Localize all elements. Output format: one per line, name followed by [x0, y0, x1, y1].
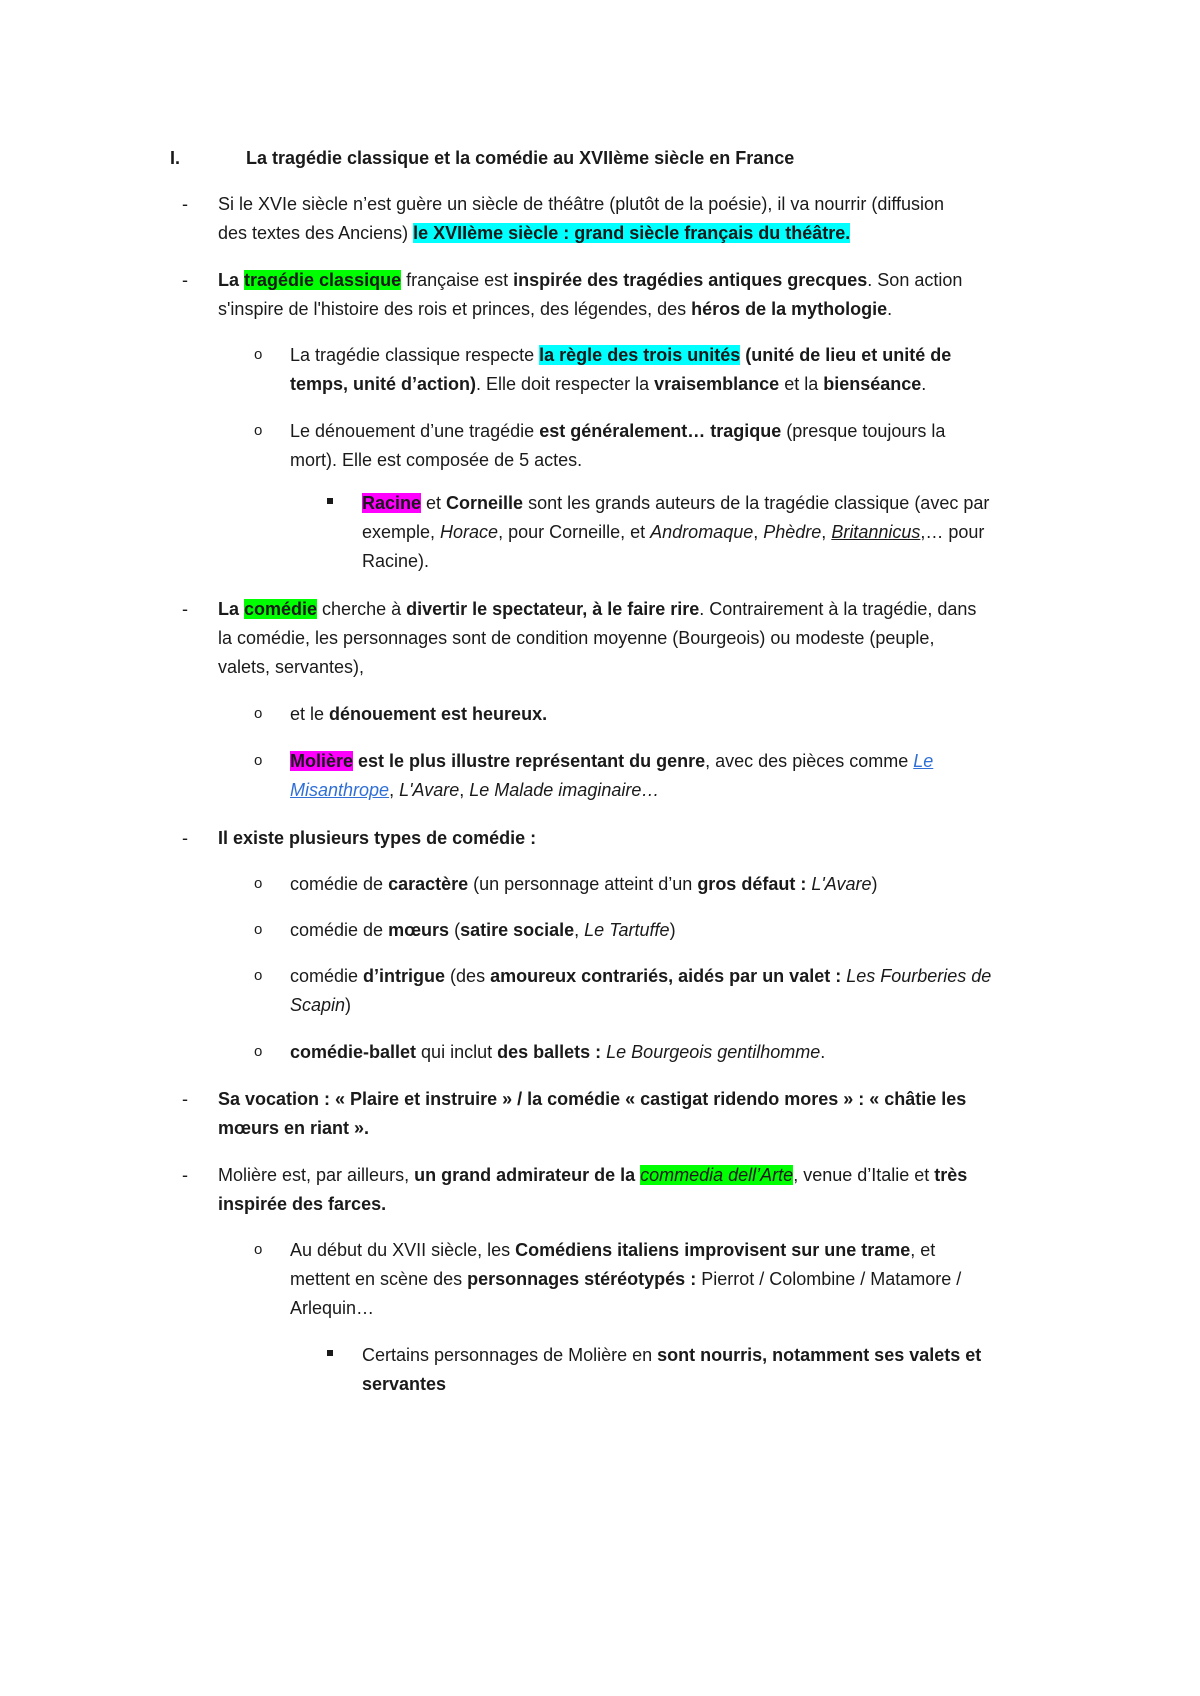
square-bullet	[327, 498, 333, 504]
text-run: amoureux contrariés, aidés par un valet :	[490, 966, 842, 986]
paragraph-line	[362, 491, 989, 515]
text-run: Scapin	[290, 995, 346, 1015]
paragraph-line	[290, 372, 926, 396]
paragraph-line: Il existe plusieurs types de comédie :	[218, 828, 537, 848]
text-run: Le dénouement d’une tragédie	[290, 421, 540, 441]
text-run: mettent en scène des	[290, 1269, 468, 1289]
circle-bullet: o	[254, 1043, 263, 1060]
text-run: Britannicus	[831, 522, 921, 542]
text-run: temps, unité d’action)	[290, 374, 477, 394]
text-run: dénouement est heureux.	[329, 704, 548, 724]
text-run: Phèdre	[763, 522, 822, 542]
misanthrope-link[interactable]: Le	[913, 751, 934, 771]
highlight-green: comédie	[244, 599, 318, 619]
text-run: Le Tartuffe	[584, 920, 670, 940]
circle-bullet: o	[254, 1241, 263, 1258]
text-run: Le Malade imaginaire…	[469, 780, 660, 800]
text-run: Au début du XVII siècle, les	[290, 1240, 516, 1260]
text-run: française est	[401, 270, 514, 290]
paragraph-line: inspirée des farces.	[218, 1194, 387, 1214]
text-run: bienséance	[823, 374, 922, 394]
circle-bullet: o	[254, 346, 263, 363]
circle-bullet: o	[254, 967, 263, 984]
text-run: qui inclut	[416, 1042, 498, 1062]
paragraph-line	[218, 268, 962, 292]
paragraph-line: mœurs en riant ».	[218, 1118, 370, 1138]
text-run: des ballets :	[497, 1042, 602, 1062]
text-run: L'Avare	[811, 874, 872, 894]
text-run: cherche à	[317, 599, 407, 619]
text-run: héros de la mythologie	[691, 299, 888, 319]
text-run: (	[449, 920, 461, 940]
dash-bullet: -	[182, 1165, 188, 1185]
circle-bullet: o	[254, 921, 263, 938]
text-run: , et	[910, 1240, 936, 1260]
text-run: satire sociale	[460, 920, 575, 940]
text-run: inspirée des tragédies antiques grecques	[513, 270, 868, 290]
paragraph-line	[290, 1238, 935, 1262]
misanthrope-link[interactable]: Misanthrope	[290, 780, 390, 800]
text-run: L'Avare	[399, 780, 460, 800]
text-run: Comédiens italiens improvisent sur une trame	[515, 1240, 911, 1260]
highlight-magenta: Molière	[290, 751, 354, 771]
text-run: sont nourris, notamment ses valets et	[657, 1345, 982, 1365]
text-run: des textes des Anciens)	[218, 223, 414, 243]
dash-bullet: -	[182, 270, 188, 290]
square-bullet	[327, 1350, 333, 1356]
text-run: Corneille	[446, 493, 524, 513]
text-run: gros défaut :	[697, 874, 807, 894]
text-run: (unité de lieu et unité de	[740, 345, 952, 365]
text-run: , avec des pièces comme	[705, 751, 914, 771]
text-run: ,	[459, 780, 470, 800]
text-run: s'inspire de l'histoire des rois et princes, des légendes, des	[218, 299, 692, 319]
text-run: Les Fourberies de	[846, 966, 992, 986]
text-run: (presque toujours la	[781, 421, 946, 441]
text-run: . Contrairement à la tragédie, dans	[699, 599, 977, 619]
paragraph-line	[218, 221, 850, 245]
text-run: , venue d’Italie et	[793, 1165, 935, 1185]
paragraph-line	[218, 297, 892, 321]
text-run: comédie de	[290, 920, 389, 940]
dash-bullet: -	[182, 1089, 188, 1109]
text-run: divertir le spectateur, à le faire rire	[406, 599, 700, 619]
text-run: Pierrot / Colombine / Matamore /	[696, 1269, 962, 1289]
text-run: est le plus illustre représentant du genre	[353, 751, 706, 771]
paragraph-line: valets, servantes),	[218, 657, 365, 677]
text-run: La	[218, 599, 245, 619]
highlight-magenta: Racine	[362, 493, 422, 513]
text-run: Le Bourgeois gentilhomme	[606, 1042, 821, 1062]
paragraph-line	[290, 343, 951, 367]
text-run: Molière est, par ailleurs,	[218, 1165, 415, 1185]
highlight-cyan: la règle des trois unités	[539, 345, 741, 365]
paragraph-line	[218, 597, 976, 621]
text-run: ,	[821, 522, 832, 542]
paragraph-line	[290, 1267, 961, 1291]
text-run: est généralement… tragique	[539, 421, 782, 441]
text-run: comédie-ballet	[290, 1042, 417, 1062]
text-run: .	[820, 1042, 826, 1062]
circle-bullet: o	[254, 705, 263, 722]
paragraph-line	[290, 702, 547, 726]
text-run: )	[871, 874, 878, 894]
text-run: mœurs	[388, 920, 450, 940]
text-run: .	[921, 374, 927, 394]
paragraph-line	[290, 749, 933, 773]
paragraph-line: mort). Elle est composée de 5 actes.	[290, 450, 583, 470]
text-run: )	[345, 995, 352, 1015]
paragraph-line	[218, 1163, 967, 1187]
text-run: ,… pour	[920, 522, 985, 542]
text-run: et le	[290, 704, 330, 724]
paragraph-line	[290, 778, 659, 802]
text-run: vraisemblance	[654, 374, 780, 394]
text-run: comédie	[290, 966, 364, 986]
text-run: .	[887, 299, 893, 319]
text-run: et	[421, 493, 447, 513]
paragraph-line	[362, 520, 984, 544]
text-run: Certains personnages de Molière en	[362, 1345, 658, 1365]
paragraph-line	[362, 1343, 981, 1367]
text-run: d’intrigue	[363, 966, 446, 986]
text-run: ,	[574, 920, 585, 940]
paragraph-line	[290, 993, 351, 1017]
highlight-green: tragédie classique	[244, 270, 402, 290]
paragraph-line: servantes	[362, 1374, 447, 1394]
highlight-cyan: le XVIIème siècle : grand siècle français du théâtre.	[413, 223, 851, 243]
dash-bullet: -	[182, 828, 188, 848]
text-run: (des	[445, 966, 491, 986]
paragraph-line: Sa vocation : « Plaire et instruire » / la comédie « castigat ridendo mores » : « châtie les	[218, 1089, 967, 1109]
paragraph-line	[290, 1040, 825, 1064]
text-run: un grand admirateur de la	[414, 1165, 641, 1185]
text-run: (un personnage atteint d’un	[468, 874, 698, 894]
paragraph-line	[290, 918, 676, 942]
paragraph-line: Arlequin…	[290, 1298, 375, 1318]
text-run: comédie de	[290, 874, 389, 894]
text-run: et la	[779, 374, 824, 394]
paragraph-line	[290, 419, 945, 443]
circle-bullet: o	[254, 875, 263, 892]
heading-number: I.	[170, 148, 181, 168]
dash-bullet: -	[182, 194, 188, 214]
text-run: très	[934, 1165, 968, 1185]
paragraph-line	[290, 964, 991, 988]
heading-title: La tragédie classique et la comédie au XVIIème siècle en France	[246, 148, 795, 168]
text-run: . Son action	[867, 270, 963, 290]
text-run: La	[218, 270, 245, 290]
text-run: personnages stéréotypés :	[467, 1269, 697, 1289]
text-run: sont les grands auteurs de la tragédie classique (avec par	[523, 493, 990, 513]
paragraph-line: Si le XVIe siècle n’est guère un siècle de théâtre (plutôt de la poésie), il va nourrir (diffusion	[218, 194, 945, 214]
text-run: ,	[389, 780, 400, 800]
paragraph-line: Racine).	[362, 551, 430, 571]
circle-bullet: o	[254, 752, 263, 769]
circle-bullet: o	[254, 422, 263, 439]
text-run: caractère	[388, 874, 469, 894]
dash-bullet: -	[182, 599, 188, 619]
text-run: Horace	[440, 522, 499, 542]
paragraph-line	[290, 872, 878, 896]
text-run: . Elle doit respecter la	[476, 374, 655, 394]
text-run: ,	[753, 522, 764, 542]
paragraph-line: la comédie, les personnages sont de condition moyenne (Bourgeois) ou modeste (peuple,	[218, 628, 935, 648]
text-run: exemple,	[362, 522, 441, 542]
text-run: Andromaque	[650, 522, 754, 542]
text-run: )	[669, 920, 676, 940]
text-run: , pour Corneille, et	[498, 522, 651, 542]
highlight-green: commedia dell’Arte	[640, 1165, 794, 1185]
text-run: La tragédie classique respecte	[290, 345, 540, 365]
